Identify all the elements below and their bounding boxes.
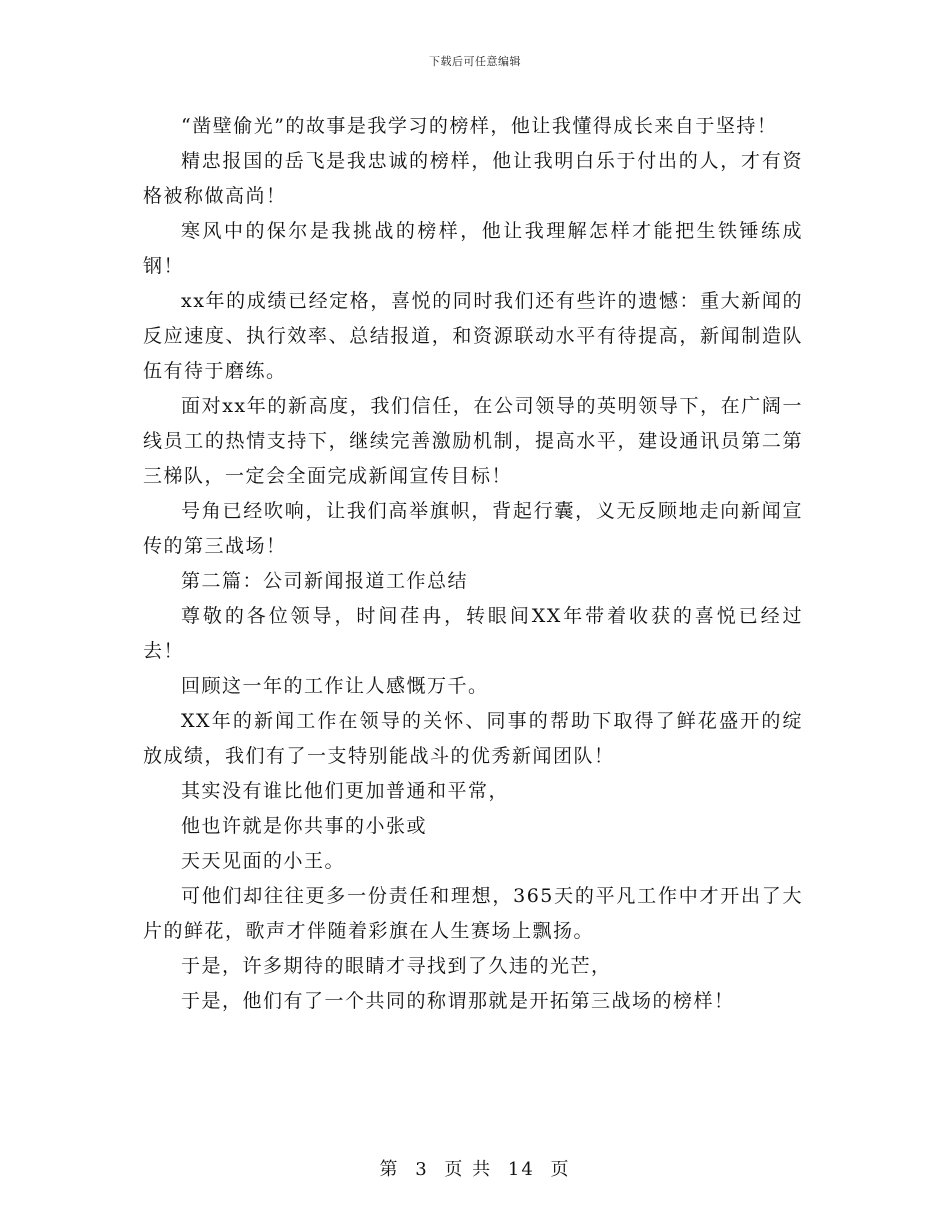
paragraph: 号角已经吹响，让我们高举旗帜，背起行囊，义无反顾地走向新闻宣传的第三战场！ xyxy=(143,500,803,557)
paragraph: 他也许就是你共事的小张或 xyxy=(181,815,428,837)
paragraph: 面对xx年的新高度，我们信任，在公司领导的英明领导下，在广阔一线员工的热情支持下，继续完善激励机制，提高水平，建设通讯员第二第三梯队，一定会全面完成新闻宣传目标！ xyxy=(143,395,803,487)
paragraph: 于是，许多期待的眼睛才寻找到了久违的光芒， xyxy=(181,955,612,977)
section-heading: 第二篇：公司新闻报道工作总结 xyxy=(181,570,469,592)
paragraph: 可他们却往往更多一份责任和理想，365天的平凡工作中才开出了大片的鲜花，歌声才伴随着彩旗在人生赛场上飘扬。 xyxy=(143,885,803,942)
paragraph: 天天见面的小王。 xyxy=(181,850,346,872)
paragraph: 尊敬的各位领导，时间荏冉，转眼间XX年带着收获的喜悦已经过去！ xyxy=(143,605,803,662)
page-header: 下载后可任意编辑 xyxy=(429,55,521,68)
total-page-number: 14 xyxy=(507,1159,535,1180)
paragraph: 寒风中的保尔是我挑战的榜样，他让我理解怎样才能把生铁锤练成钢！ xyxy=(143,220,803,277)
page-suffix: 页 xyxy=(550,1159,571,1180)
paragraph: XX年的新闻工作在领导的关怀、同事的帮助下取得了鲜花盛开的绽放成绩，我们有了一支特别能战斗的优秀新闻团队！ xyxy=(143,710,803,767)
paragraph: 回顾这一年的工作让人感慨万千。 xyxy=(181,675,489,697)
paragraph: xx年的成绩已经定格，喜悦的同时我们还有些许的遗憾：重大新闻的反应速度、执行效率、总结报道，和资源联动水平有待提高，新闻制造队伍有待于磨练。 xyxy=(143,290,803,382)
page-prefix: 第 xyxy=(379,1159,400,1180)
page-mid-text: 页 共 xyxy=(444,1159,493,1180)
paragraph: “凿壁偷光”的故事是我学习的榜样，他让我懂得成长来自于坚持！ xyxy=(181,115,778,137)
page-number-footer xyxy=(0,1155,950,1181)
paragraph: 于是，他们有了一个共同的称谓那就是开拓第三战场的榜样！ xyxy=(181,990,735,1012)
document-body xyxy=(143,109,803,1019)
paragraph: 其实没有谁比他们更加普通和平常， xyxy=(181,780,510,802)
paragraph: 精忠报国的岳飞是我忠诚的榜样，他让我明白乐于付出的人，才有资格被称做高尚！ xyxy=(143,150,803,207)
current-page-number: 3 xyxy=(415,1159,429,1180)
